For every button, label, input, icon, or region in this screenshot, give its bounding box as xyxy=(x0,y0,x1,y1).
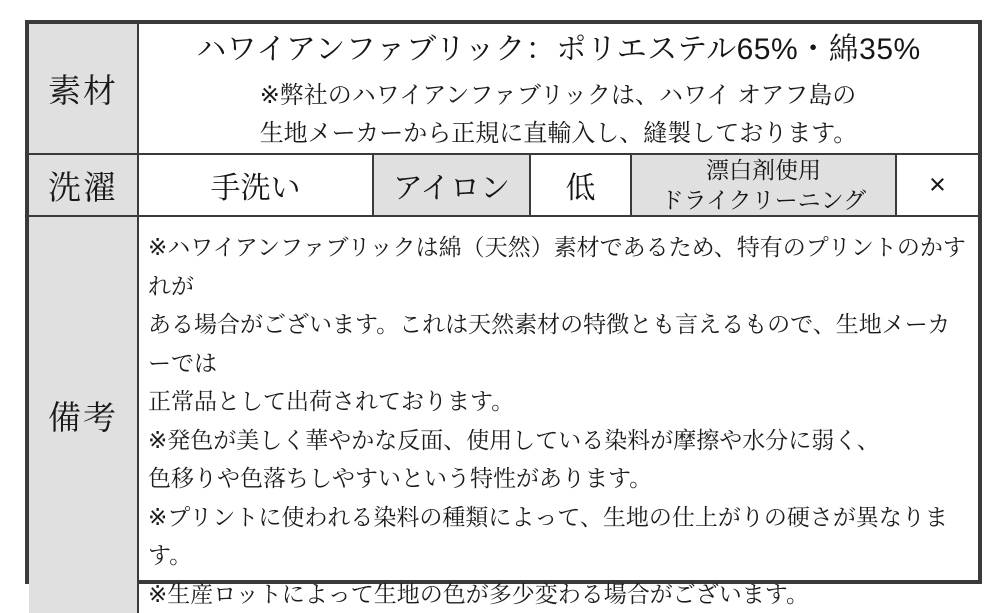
washing-label: 洗濯 xyxy=(48,162,118,209)
notes-content-cell xyxy=(139,217,978,613)
material-label-cell xyxy=(29,24,139,153)
product-spec-table xyxy=(25,20,982,584)
note-line: ※プリントに使われる染料の種類によって、生地の仕上がりの硬さが異なります。 xyxy=(148,498,972,575)
hand-wash-cell xyxy=(139,155,374,215)
iron-level-value: 低 xyxy=(566,163,596,207)
material-label: 素材 xyxy=(48,65,118,112)
material-note-line: ※弊社のハワイアンファブリックは、ハワイ オアフ島の xyxy=(260,77,858,115)
washing-row xyxy=(29,153,978,215)
note-line: 正常品として出荷されております。 xyxy=(148,382,972,421)
not-allowed-mark: × xyxy=(929,169,946,202)
not-allowed-cell xyxy=(897,155,978,215)
bleach-dry-cell xyxy=(632,155,897,215)
iron-cell xyxy=(374,155,531,215)
note-line: ※発色が美しく華やかな反面、使用している染料が摩擦や水分に弱く、 xyxy=(148,421,972,460)
note-line: ※ハワイアンファブリックは綿（天然）素材であるため、特有のプリントのかすれが xyxy=(148,228,972,305)
notes-row xyxy=(29,215,978,613)
hand-wash-value: 手洗い xyxy=(211,163,301,207)
washing-label-cell xyxy=(29,155,139,215)
bleach-line: 漂白剤使用 xyxy=(706,155,821,185)
material-note-line: 生地メーカーから正規に直輸入し、縫製しております。 xyxy=(260,115,858,153)
note-line: ※生産ロットによって生地の色が多少変わる場合がございます。 xyxy=(148,575,972,613)
notes-label: 備考 xyxy=(48,392,118,439)
note-line: 色移りや色落ちしやすいという特性があります。 xyxy=(148,459,972,498)
material-note-block xyxy=(260,77,858,153)
notes-label-cell xyxy=(29,217,139,613)
iron-label: アイロン xyxy=(393,163,510,207)
note-line: ある場合がございます。これは天然素材の特徴とも言えるもので、生地メーカーでは xyxy=(148,305,972,382)
material-row xyxy=(29,24,978,153)
material-title: ハワイアンファブリック：ポリエステル65%・綿35% xyxy=(196,24,920,68)
dry-cleaning-line: ドライクリーニング xyxy=(661,185,866,215)
material-content-cell xyxy=(139,24,978,153)
iron-level-cell xyxy=(531,155,632,215)
